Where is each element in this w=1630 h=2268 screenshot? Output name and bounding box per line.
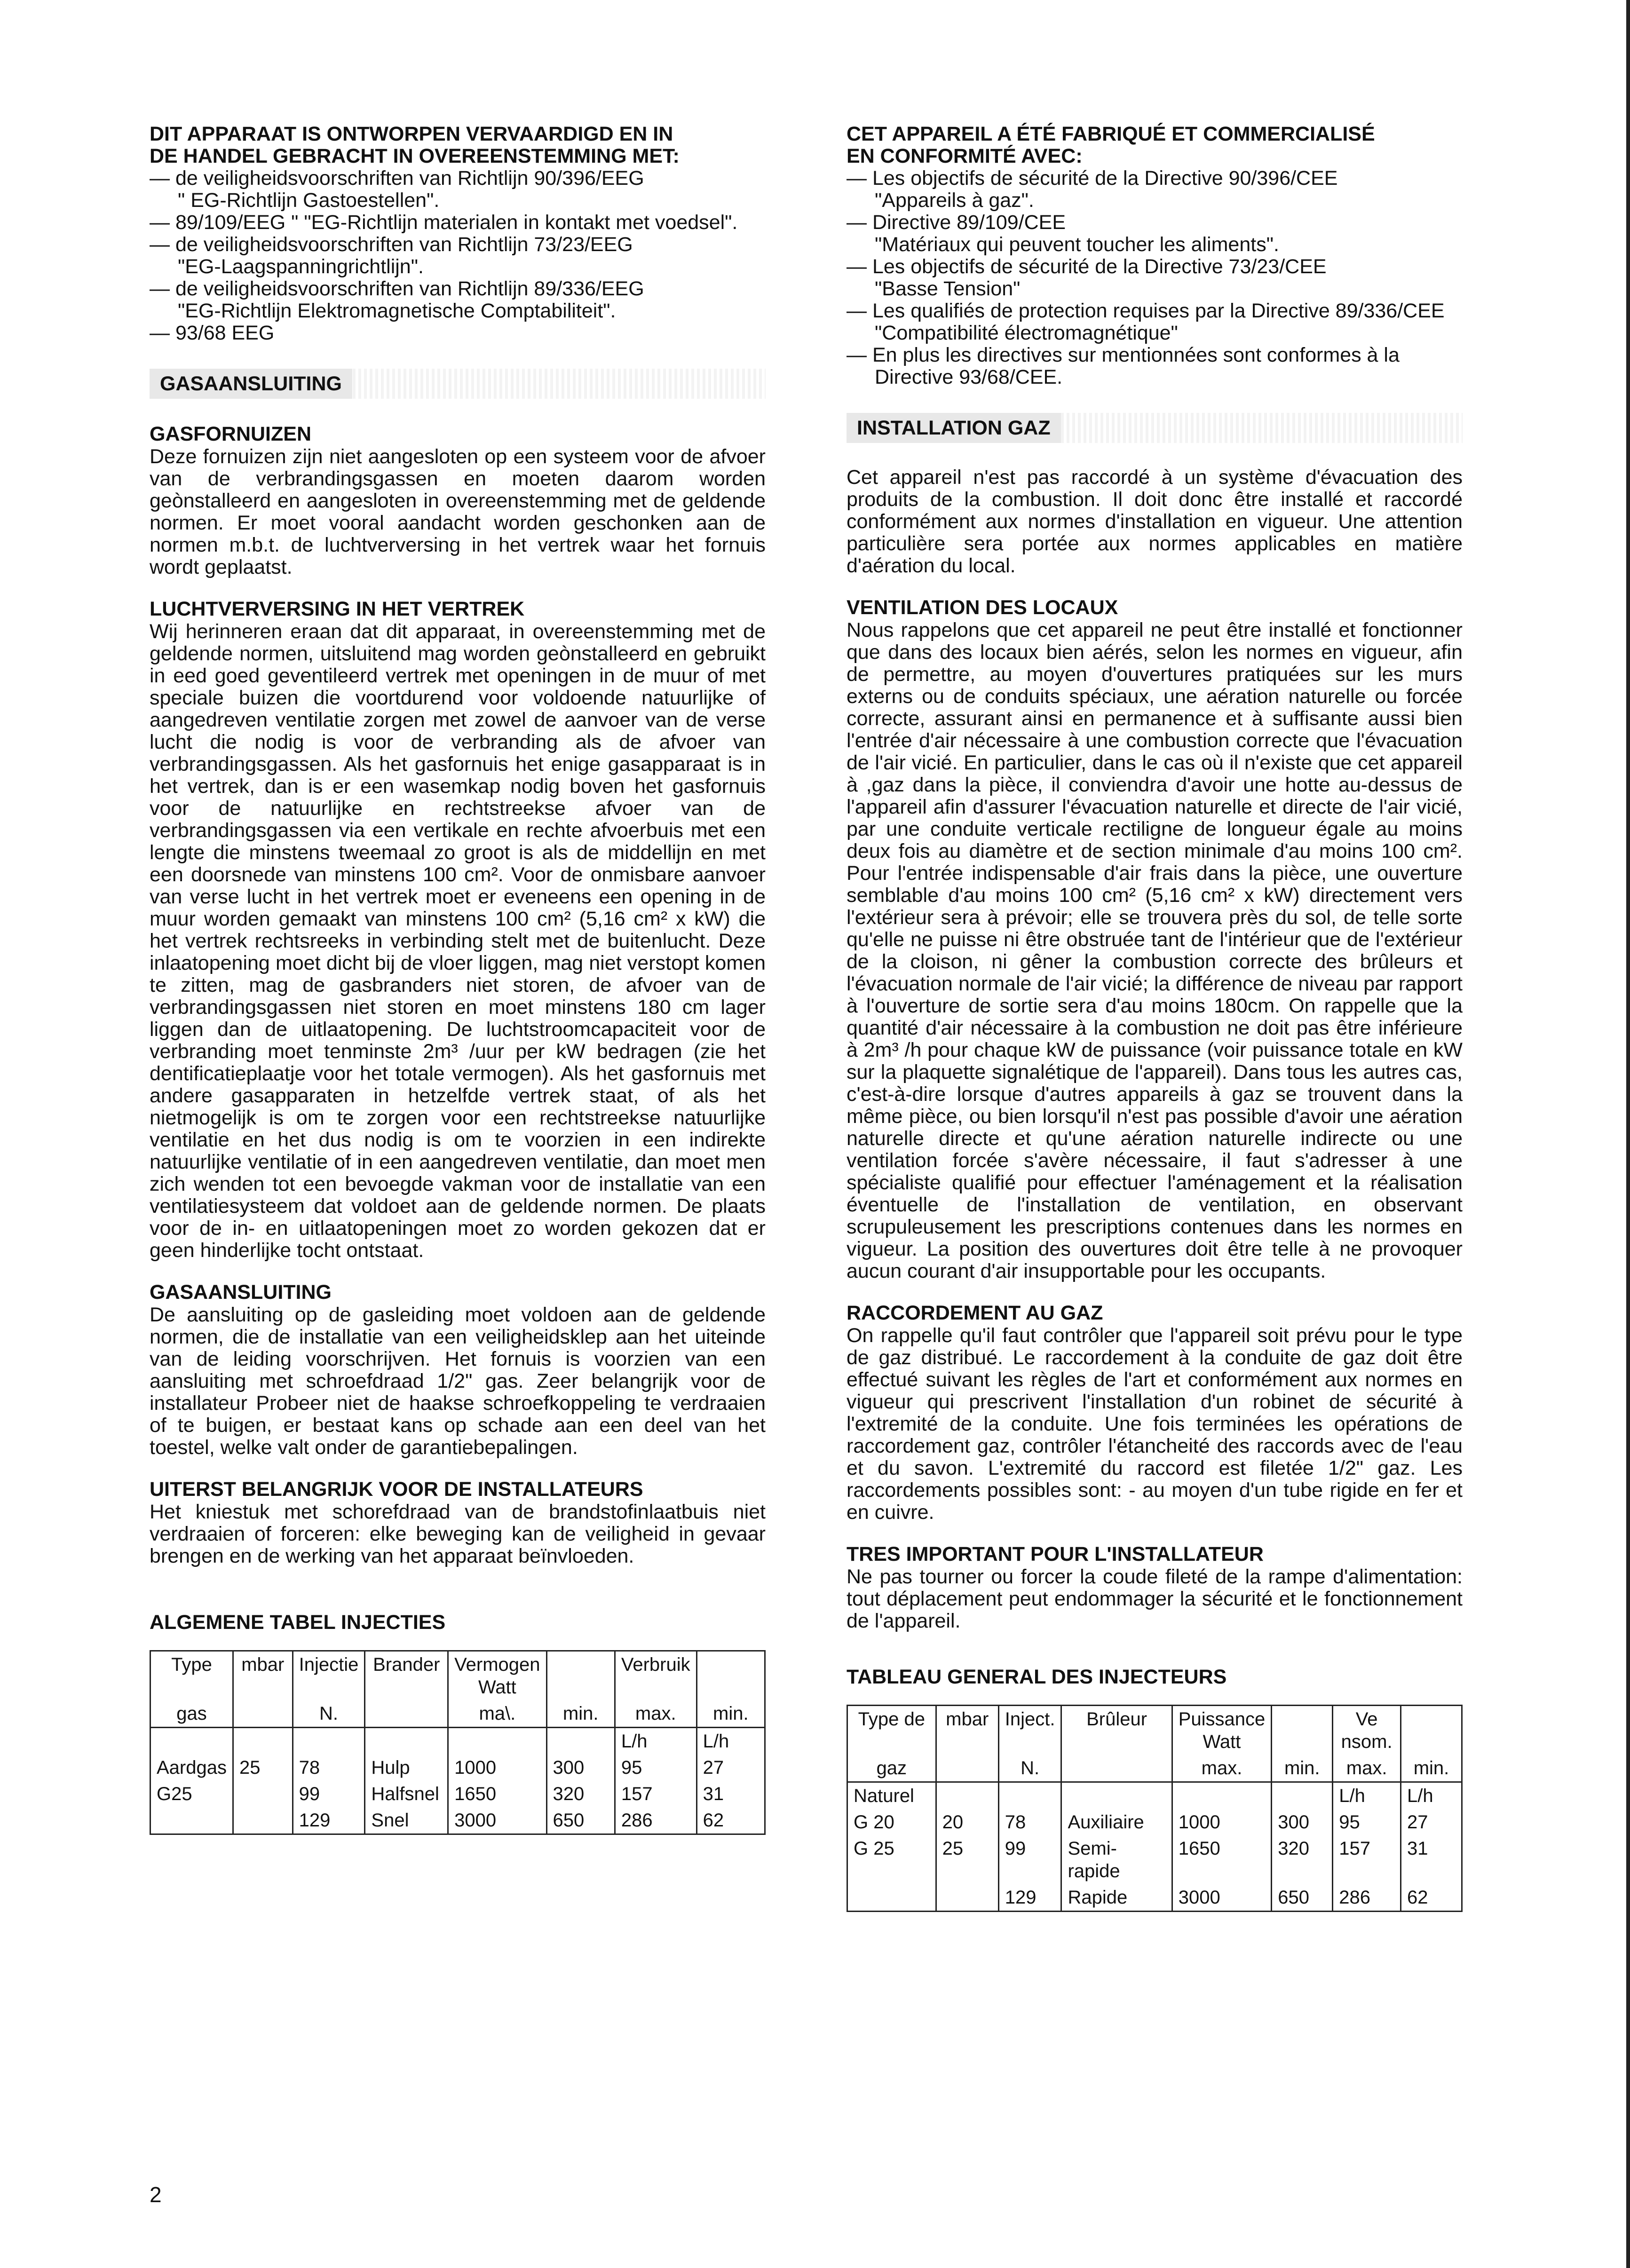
table-cell: Injectie bbox=[293, 1651, 365, 1701]
table-cell: Verbruik bbox=[615, 1651, 696, 1701]
table-cell bbox=[936, 1782, 998, 1810]
table-cell: Brûleur bbox=[1061, 1706, 1172, 1755]
table-cell bbox=[998, 1782, 1061, 1810]
table-cell: Naturel bbox=[847, 1782, 936, 1810]
table-cell: 25 bbox=[936, 1835, 998, 1884]
table-cell bbox=[1061, 1782, 1172, 1810]
table-cell bbox=[365, 1728, 448, 1755]
directive-item: "Appareils à gaz". bbox=[875, 189, 1034, 212]
conformity-heading-fr bbox=[847, 123, 1463, 167]
section-title: TRES IMPORTANT POUR L'INSTALLATEUR bbox=[847, 1543, 1264, 1565]
band-title: INSTALLATION GAZ bbox=[847, 413, 1061, 443]
table-cell: 1650 bbox=[448, 1781, 546, 1807]
table-cell: L/h bbox=[696, 1728, 765, 1755]
table-cell: 1000 bbox=[448, 1754, 546, 1781]
directive-item: — de veiligheidsvoorschriften van Richtlijn 89/336/EEG bbox=[150, 277, 644, 300]
band-title: GASAANSLUITING bbox=[150, 369, 352, 399]
table-cell: L/h bbox=[1401, 1782, 1462, 1810]
table-cell: 95 bbox=[1333, 1809, 1401, 1835]
table-cell: 62 bbox=[696, 1807, 765, 1834]
table-cell bbox=[546, 1728, 615, 1755]
table-cell: 78 bbox=[998, 1809, 1061, 1835]
table-cell: G 20 bbox=[847, 1809, 936, 1835]
table-cell bbox=[1272, 1782, 1333, 1810]
directive-item: — Les qualifiés de protection requises par la Directive 89/336/CEE bbox=[847, 300, 1445, 322]
section-text: Deze fornuizen zijn niet aangesloten op een systeem voor de afvoer van de verbrandingsgassen en moeten daarom worden geònstalleerd en aangesloten in overeenstemming met de geldende normen. Er moet vooral aandacht worden geschonken aan de normen m.b.t. de luchtverversing in het vertrek waar het fornuis wordt geplaatst. bbox=[150, 445, 766, 578]
table-cell: min. bbox=[1272, 1755, 1333, 1782]
table-cell: max. bbox=[1172, 1755, 1272, 1782]
table-cell: Rapide bbox=[1061, 1884, 1172, 1912]
directive-item: "Matériaux qui peuvent toucher les aliments". bbox=[875, 233, 1279, 256]
table-cell: 300 bbox=[1272, 1809, 1333, 1835]
directive-item: — 93/68 EEG bbox=[150, 322, 275, 344]
table-cell: 78 bbox=[293, 1754, 365, 1781]
heading-line: DIT APPARAAT IS ONTWORPEN VERVAARDIGD EN IN bbox=[150, 123, 673, 145]
directive-item: — Les objectifs de sécurité de la Directive 90/396/CEE bbox=[847, 167, 1338, 190]
heading-line: CET APPAREIL A ÉTÉ FABRIQUÉ ET COMMERCIALISÉ bbox=[847, 123, 1375, 145]
install-intro: Cet appareil n'est pas raccordé à un système d'évacuation des produits de la combustion. Il doit donc être installé et raccordé conformément aux normes d'installation en vigueur. Une attention particulière sera portée aux normes applicables en matière d'aération du local. bbox=[847, 466, 1463, 577]
table-cell: Puissance Watt bbox=[1172, 1706, 1272, 1755]
table-cell: 1000 bbox=[1172, 1809, 1272, 1835]
directive-item: — 89/109/EEG " "EG-Richtlijn materialen in kontakt met voedsel". bbox=[150, 211, 738, 234]
table-cell: 3000 bbox=[448, 1807, 546, 1834]
table-cell: 99 bbox=[998, 1835, 1061, 1884]
table-cell: Type de bbox=[847, 1706, 936, 1755]
section-text: Het kniestuk met schorefdraad van de brandstofinlaatbuis niet verdraaien of forceren: elke beweging kan de veiligheid in gevaar brengen en de werking van het apparaat beïnvloeden. bbox=[150, 1501, 766, 1567]
dutch-column bbox=[150, 123, 766, 1835]
directive-item: — de veiligheidsvoorschriften van Richtlijn 90/396/EEG bbox=[150, 167, 644, 190]
table-cell: 300 bbox=[546, 1754, 615, 1781]
table-cell: 320 bbox=[546, 1781, 615, 1807]
table-title: TABLEAU GENERAL DES INJECTEURS bbox=[847, 1666, 1227, 1688]
section-text: On rappelle qu'il faut contrôler que l'appareil soit prévu pour le type de gaz distribué. Le raccordement à la conduite de gaz doit être effectué suivant les règles de l'art et conformément aux normes en vigueur qui prescrivent l'installation d'un robinet de sécurité à l'extremité de la conduite. Une fois terminées les opérations de raccordement gaz, contrôler l'étancheité des raccords avec de l'eau et du savon. L'extremité du raccord est filetée 1/2" gaz. Les raccordements possibles sont: - au moyen d'un tube rigide en fer et en cuivre. bbox=[847, 1324, 1463, 1524]
directive-item: — de veiligheidsvoorschriften van Richtlijn 73/23/EEG bbox=[150, 233, 633, 256]
directive-item: "EG-Richtlijn Elektromagnetische Comptabiliteit". bbox=[178, 300, 616, 322]
table-cell: Type bbox=[150, 1651, 233, 1701]
sections-nl bbox=[150, 422, 766, 1567]
table-cell: 320 bbox=[1272, 1835, 1333, 1884]
directive-item: "EG-Laagspanningrichtlijn". bbox=[178, 255, 424, 278]
table-cell: 25 bbox=[233, 1754, 293, 1781]
table-row bbox=[150, 1781, 765, 1807]
heading-line: EN CONFORMITÉ AVEC: bbox=[847, 145, 1083, 167]
table-row bbox=[847, 1782, 1462, 1810]
directive-item: "Compatibilité électromagnétique" bbox=[875, 322, 1178, 344]
table-cell: N. bbox=[998, 1755, 1061, 1782]
section-title: GASAANSLUITING bbox=[150, 1281, 332, 1304]
table-cell: Snel bbox=[365, 1807, 448, 1834]
table-cell bbox=[1272, 1706, 1333, 1755]
section-text: Nous rappelons que cet appareil ne peut être installé et fonctionner que dans des locaux bien aérés, selon les normes en vigueur, afin de permettre, au moyen d'ouvertures pratiquées sur les murs externs ou de conduits spéciaux, une aération naturelle ou forcée correcte, assurant ainsi en permanence et à suffisante aussi bien l'entrée d'air nécessaire à une combustion correcte que l'évacuation de l'air vicié. En particulier, dans le cas où il n'existe que cet appareil à ,gaz dans la pièce, il conviendra d'avoir une hotte au-dessus de l'appareil afin d'assurer l'évacuation naturelle et directe de l'air vicié, par une conduite verticale rectiligne de longueur égale au moins deux fois au diamètre et de section minimale d'au moins 100 cm². Pour l'entrée indispensable d'air frais dans la pièce, une ouverture semblable d'au moins 100 cm² (5,16 cm² x kW) directement vers l'extérieur sera à prévoir; elle se trouvera près du sol, de telle sorte qu'elle ne puisse ni être obstruée tant de l'intérieur que de l'extérieur de la cloison, ni gêner la combustion correcte des brûleurs et l'évacuation normale de l'air vicié; la différence de niveau par rapport à l'ouverture de sortie sera d'au moins 180cm. On rappelle que la quantité d'air nécessaire à la combustion ne doit pas être inférieure à 2m³ /h pour chaque kW de puissance (voir puissance totale en kW sur la plaquette signalétique de l'appareil). Dans tous les autres cas, c'est-à-dire lorsque d'autres appareils à gaz se trouvent dans la même pièce, ou bien lorsqu'il n'est pas possible d'avoir une aération naturelle directe et qu'une aération naturelle indirecte ou une ventilation forcée s'avère nécessaire, il faut s'adresser à une spécialiste qualifié pour effectuer l'aménagement et la réalisation éventuelle de l'installation de ventilation, en observant scrupuleusement les prescriptions contenues dans les normes en vigueur. La position des ouvertures doit être telle à ne provoquer aucun courant d'air insupportable pour les occupants. bbox=[847, 619, 1463, 1282]
table-cell: Ve nsom. bbox=[1333, 1706, 1401, 1755]
table-cell bbox=[448, 1728, 546, 1755]
table-cell: mbar bbox=[936, 1706, 998, 1755]
table-cell: 286 bbox=[1333, 1884, 1401, 1912]
injector-table-fr bbox=[847, 1705, 1463, 1912]
table-cell: max. bbox=[615, 1700, 696, 1728]
section-band-fr bbox=[847, 413, 1463, 443]
sections-fr bbox=[847, 596, 1463, 1632]
conformity-heading-nl bbox=[150, 123, 766, 167]
table-cell: Brander bbox=[365, 1651, 448, 1701]
table-title: ALGEMENE TABEL INJECTIES bbox=[150, 1611, 446, 1634]
table-cell: N. bbox=[293, 1700, 365, 1728]
table-cell bbox=[936, 1755, 998, 1782]
table-cell: 31 bbox=[696, 1781, 765, 1807]
table-cell: mbar bbox=[233, 1651, 293, 1701]
table-cell: 129 bbox=[293, 1807, 365, 1834]
table-cell: ma\. bbox=[448, 1700, 546, 1728]
section-title: GASFORNUIZEN bbox=[150, 423, 311, 445]
table-cell: 20 bbox=[936, 1809, 998, 1835]
table-cell: min. bbox=[1401, 1755, 1462, 1782]
table-cell: min. bbox=[546, 1700, 615, 1728]
table-row bbox=[847, 1809, 1462, 1835]
table-cell: Semi-rapide bbox=[1061, 1835, 1172, 1884]
table-cell: Inject. bbox=[998, 1706, 1061, 1755]
directive-item: — Directive 89/109/CEE bbox=[847, 211, 1066, 234]
table-cell bbox=[365, 1700, 448, 1728]
section-title: LUCHTVERVERSING IN HET VERTREK bbox=[150, 598, 525, 620]
table-cell: 129 bbox=[998, 1884, 1061, 1912]
table-row bbox=[847, 1884, 1462, 1912]
table-cell: 1650 bbox=[1172, 1835, 1272, 1884]
table-cell: max. bbox=[1333, 1755, 1401, 1782]
table-cell: Hulp bbox=[365, 1754, 448, 1781]
directive-list-fr bbox=[847, 167, 1463, 388]
table-cell bbox=[150, 1807, 233, 1834]
section-text: Wij herinneren eraan dat dit apparaat, in overeenstemming met de geldende normen, uitsluitend mag worden geònstalleerd en gebruikt in eed goed geventileerd vertrek met openingen in de muur of met speciale buizen die voortdurend voor voldoende natuurlijke of aangedreven ventilatie zorgen met zowel de aanvoer van de verse lucht die nodig is voor de verbranding als de afvoer van verbrandingsgassen. Als het gasfornuis het enige gasapparaat is in het vertrek, dan is er een wasemkap nodig boven het gasfornuis voor de natuurlijke en rechtstreekse afvoer van de verbrandingsgassen via een vertikale en rechte afvoerbuis met een lengte die minstens tweemaal zo groot is als de middellijn en met een doorsnede van minstens 100 cm². Voor de onmisbare aanvoer van verse lucht in het vertrek moet er eveneens een opening in de muur worden gemaakt van minstens 100 cm² (5,16 cm² x kW) die het vertrek rechtsreeks in verbinding stelt met de buitenlucht. Deze inlaatopening moet dicht bij de vloer liggen, mag niet verstopt komen te zitten, mag de gasbranders niet storen, de afvoer van de verbrandingsgassen niet storen en moet minstens 180 cm lager liggen dan de uitlaatopening. De luchtstroomcapaciteit voor de verbranding moet tenminste 2m³ /uur per kW bedragen (zie het dentificatieplaatje voor het totale vermogen). Als het gasfornuis met andere gasapparaten in hetzelfde vertrek staat, of als het nietmogelijk is om te zorgen voor een rechtstreekse natuurlijke ventilatie en het dus nodig is om te voorzien in een indirekte natuurlijke ventilatie of in een aangedreven ventilatie, dan moet men zich wenden tot een bevoegde vakman voor de installatie van een ventilatiesysteem dat voldoet aan de geldende normen. De plaats voor de in- en uitlaatopeningen moet zo worden gekozen dat er geen hinderlijke tocht ontstaat. bbox=[150, 620, 766, 1262]
page-number: 2 bbox=[150, 2182, 162, 2207]
table-row bbox=[150, 1700, 765, 1728]
table-cell bbox=[1401, 1706, 1462, 1755]
directive-item: " EG-Richtlijn Gastoestellen". bbox=[178, 189, 440, 212]
directive-item: "Basse Tension" bbox=[875, 277, 1021, 300]
table-cell: 27 bbox=[1401, 1809, 1462, 1835]
table-cell: 650 bbox=[1272, 1884, 1333, 1912]
table-cell bbox=[936, 1884, 998, 1912]
table-cell: Vermogen Watt bbox=[448, 1651, 546, 1701]
table-cell: 286 bbox=[615, 1807, 696, 1834]
section-text: Ne pas tourner ou forcer la coude fileté de la rampe d'alimentation: tout déplacement peut endommager la sécurité et le fonctionnement de l'appareil. bbox=[847, 1565, 1463, 1632]
section-title: RACCORDEMENT AU GAZ bbox=[847, 1302, 1103, 1324]
french-column bbox=[847, 123, 1463, 1912]
table-cell: 650 bbox=[546, 1807, 615, 1834]
table-cell: 157 bbox=[615, 1781, 696, 1807]
scan-edge bbox=[1626, 0, 1630, 2268]
directive-list-nl bbox=[150, 167, 766, 344]
table-row bbox=[150, 1651, 765, 1701]
table-row bbox=[150, 1807, 765, 1834]
table-row bbox=[150, 1728, 765, 1755]
table-cell bbox=[1172, 1782, 1272, 1810]
table-cell: 27 bbox=[696, 1754, 765, 1781]
directive-item: — En plus les directives sur mentionnées sont conformes à la Directive 93/68/CEE. bbox=[847, 344, 1400, 388]
section-title: VENTILATION DES LOCAUX bbox=[847, 596, 1118, 619]
table-block-fr bbox=[847, 1665, 1463, 1912]
section-band-nl bbox=[150, 369, 766, 399]
section-text: De aansluiting op de gasleiding moet voldoen aan de geldende normen, die de installatie van een veiligheidsklep aan het uiteinde van de leiding voorschrijven. Het fornuis is voorzien van een aansluiting met schroefdraad 1/2" gas. Zeer belangrijk voor de installateur Probeer niet de haakse schroefkoppeling te verdraaien of te buigen, er bestaat kans op schade aan een deel van het toestel, welke valt onder de garantiebepalingen. bbox=[150, 1304, 766, 1459]
table-row bbox=[847, 1755, 1462, 1782]
table-cell bbox=[233, 1781, 293, 1807]
table-cell bbox=[293, 1728, 365, 1755]
table-cell bbox=[233, 1728, 293, 1755]
heading-line: DE HANDEL GEBRACHT IN OVEREENSTEMMING MET: bbox=[150, 145, 680, 167]
table-cell: Halfsnel bbox=[365, 1781, 448, 1807]
table-cell: L/h bbox=[1333, 1782, 1401, 1810]
table-cell: 99 bbox=[293, 1781, 365, 1807]
table-cell bbox=[696, 1651, 765, 1701]
section-title: UITERST BELANGRIJK VOOR DE INSTALLATEURS bbox=[150, 1478, 643, 1501]
table-cell: 157 bbox=[1333, 1835, 1401, 1884]
table-cell: 62 bbox=[1401, 1884, 1462, 1912]
table-cell: min. bbox=[696, 1700, 765, 1728]
table-cell: G25 bbox=[150, 1781, 233, 1807]
table-cell: 95 bbox=[615, 1754, 696, 1781]
table-cell bbox=[233, 1700, 293, 1728]
table-cell: Aardgas bbox=[150, 1754, 233, 1781]
directive-item: — Les objectifs de sécurité de la Directive 73/23/CEE bbox=[847, 255, 1327, 278]
table-cell: G 25 bbox=[847, 1835, 936, 1884]
table-row bbox=[150, 1754, 765, 1781]
table-cell bbox=[150, 1728, 233, 1755]
table-cell bbox=[847, 1884, 936, 1912]
table-cell bbox=[546, 1651, 615, 1701]
table-cell: 31 bbox=[1401, 1835, 1462, 1884]
table-cell bbox=[1061, 1755, 1172, 1782]
table-row bbox=[847, 1706, 1462, 1755]
table-block-nl bbox=[150, 1611, 766, 1835]
table-cell: gas bbox=[150, 1700, 233, 1728]
table-row bbox=[847, 1835, 1462, 1884]
table-cell: gaz bbox=[847, 1755, 936, 1782]
table-cell: 3000 bbox=[1172, 1884, 1272, 1912]
table-cell: L/h bbox=[615, 1728, 696, 1755]
injector-table-nl bbox=[150, 1650, 766, 1835]
table-cell bbox=[233, 1807, 293, 1834]
table-cell: Auxiliaire bbox=[1061, 1809, 1172, 1835]
